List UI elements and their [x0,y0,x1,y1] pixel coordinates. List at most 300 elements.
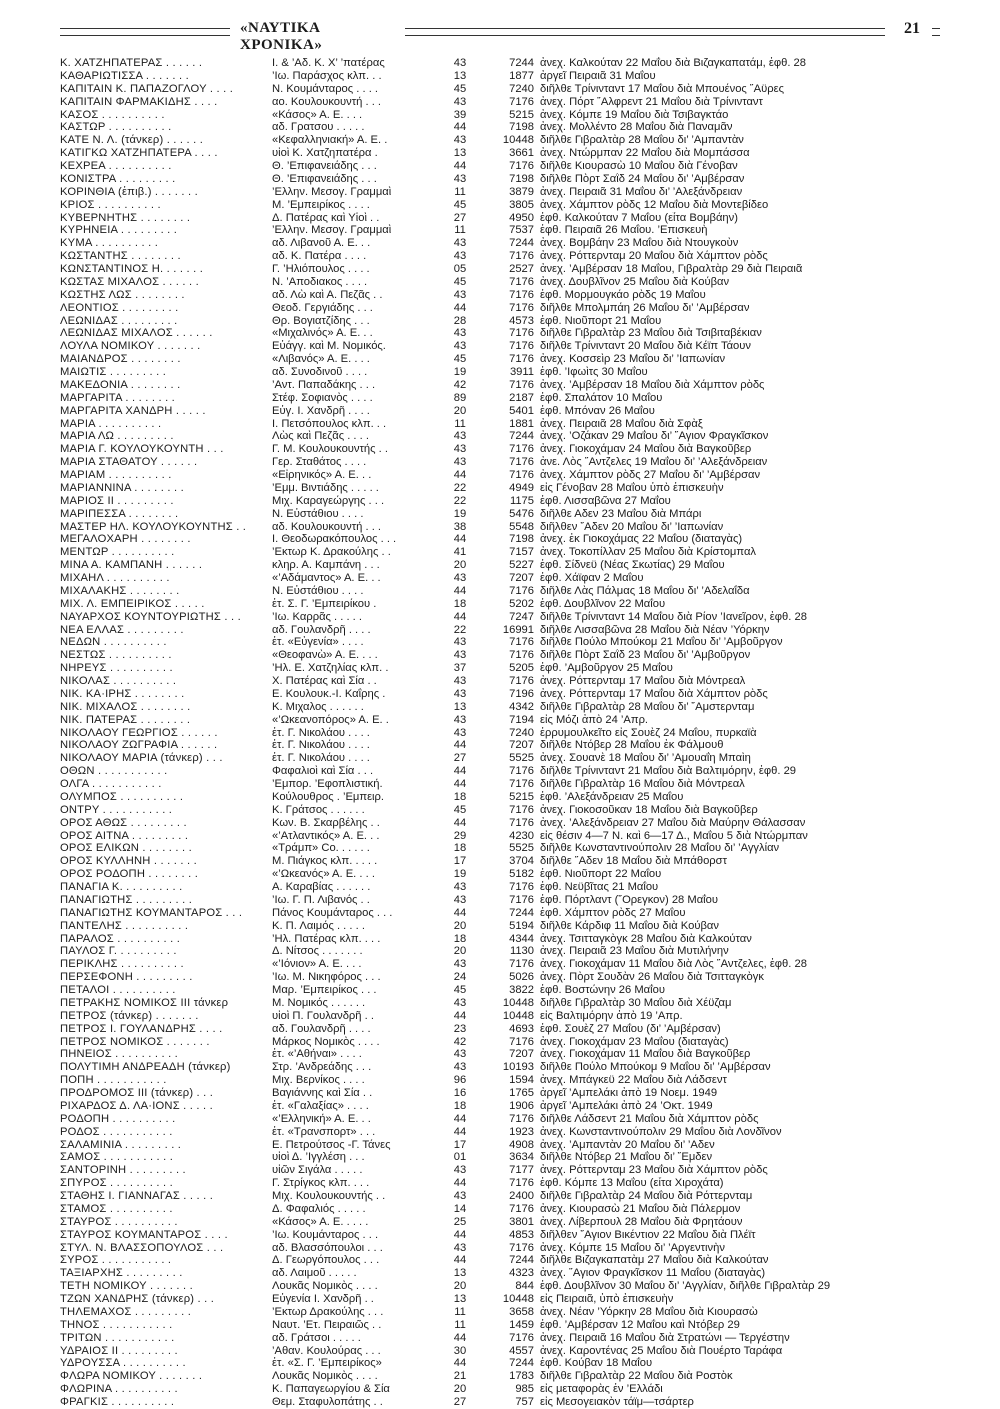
header-rule-middle [405,28,885,36]
ship-row [60,212,940,225]
ship-owner: «’Ιόνιον» Α. Ε. . . . [272,958,362,971]
ship-owner: Γερ. Σταθάτος . . . . [272,456,367,469]
ship-name: ΝΙΚΟΛΑΟΥ ΜΑΡΙΑ (τάνκερ) . . . [60,752,223,765]
ship-owner: ’Ιω. Κουμάνταρος . . . [272,1228,379,1241]
built-year: 45 [453,803,467,816]
ship-owner: Μ. Νομικός . . . . . . [272,996,366,1009]
ship-position: ἀνεχ. Δουβλῖνον 25 Μαΐου διὰ Κούβαν [540,275,730,288]
ship-row [60,250,940,263]
built-year: 11 [454,417,466,430]
ship-row [60,1293,940,1306]
tonnage: 1877 [509,69,534,82]
built-year: 44 [453,1112,467,1125]
ship-name: ΜΑΚΕΔΟΝΙΑ . . . . . . . . [60,378,181,391]
tonnage: 4908 [509,1138,534,1151]
ship-name: ΠΕΤΑΛΟΙ . . . . . . . . . . [60,984,176,996]
ship-position: ἀνεχ. Πειραιᾶ 28 Μαΐου διὰ Σφὰξ [540,417,703,430]
built-year: 44 [453,739,467,752]
ship-name: ΠΑΝΑΓΙΩΤΗΣ ΚΟΥΜΑΝΤΑΡΟΣ . . . [60,906,243,919]
built-year: 43 [453,687,467,700]
ship-owner: Ε. Πετρούτσος -Γ. Τάνες [272,1138,391,1151]
tonnage: 7176 [509,250,534,263]
tonnage: 10448 [502,1293,534,1305]
ship-position: ἀνεχ. ’Αμπαντὰν 20 Μαΐου δι’ ’Αδεν [540,1138,715,1151]
ship-name: ΜΙΧ. Λ. ΕΜΠΕΙΡΙΚΟΣ . . . . . [60,597,205,610]
ship-row [60,1164,940,1177]
ship-owner: ἐτ. «Εὐγενία» . . . . [272,636,364,649]
built-year: 45 [453,198,467,211]
tonnage: 7207 [509,739,534,752]
ship-row [60,817,940,830]
built-year: 13 [453,69,467,82]
ship-owner: Α. Καραβίας . . . . . . [272,881,371,893]
ship-row [60,121,940,134]
tonnage: 1765 [509,1087,534,1099]
built-year: 13 [453,700,467,713]
ship-row [60,997,940,1010]
ship-name: ΚΑΤΕ Ν. Λ. (τάνκερ) . . . . . . [60,134,204,147]
built-year: 05 [453,263,467,275]
built-year: 44 [453,778,467,790]
ship-owner: ’Ηλ. Ε. Χατζηλίας κλπ. . [272,662,389,675]
ship-row [60,1357,940,1370]
ship-position: διῆλθε Γιβραλτὰρ 22 Μαΐου διὰ Ροστὸκ [540,1370,733,1383]
built-year: 43 [453,1061,467,1074]
ship-owner: «Εἰρηνικός» Α. Ε. . . [272,469,372,481]
ship-position: ἀνεχ. Καροντένας 25 Μαΐου διὰ Πουέρτο Ταράφα [540,1344,783,1357]
ship-position: διῆλθε Τρίνινταντ 21 Μαΐου διὰ Βαλτιμόρην, ἐφθ. 29 [540,765,797,778]
ship-owner: Κων. Β. Σκαρβέλης . . [272,816,380,829]
tonnage: 7176 [509,288,534,301]
built-year: 20 [453,919,467,932]
ship-owner: ’Εμπορ. ’Εφοπλιστική. [272,778,383,790]
ship-owner: Ε. Κουλουκ.-Ι. Καΐρης . [272,687,386,700]
ship-row [60,1280,940,1293]
ship-owner: ’Αθαν. Κουλούρας . . . [272,1344,381,1357]
ship-position: εἰς Μόζι ἀπὸ 24 ’Απρ. [540,713,649,726]
ship-name: ΡΟΔΟΣ . . . . . . . . . . . [60,1125,173,1138]
ship-position: διῆλθε Πούλο Μπούκομ 9 Μαΐου δι’ ’Αμβέρσαν [540,1061,771,1074]
ship-row [60,752,940,765]
ship-name: ΚΕΧΡΕΑ . . . . . . . . . . [60,160,172,172]
built-year: 14 [453,1202,467,1215]
ship-position: διῆλθε Τρίνινταντ 20 Μαΐου διὰ Κέϊπ Τάουν [540,340,751,353]
tonnage: 1459 [509,1318,534,1331]
ship-name: ΥΔΡΟΥΣΣΑ . . . . . . . . . . [60,1357,186,1370]
tonnage: 5525 [509,752,534,765]
ship-row [60,1396,940,1409]
ship-row [60,1242,940,1255]
ship-position: ἀνεχ. Πειραιᾶ 23 Μαΐου διὰ Μυτιλήνην [540,945,729,958]
ship-name: ΤΑΞΙΑΡΧΗΣ . . . . . . . . . [60,1267,183,1280]
ship-row [60,971,940,984]
ship-position: εἰς θέσιν 4—7 Ν. καὶ 6—17 Δ., Μαΐου 5 διὰ Ντώρμπαν [540,829,808,842]
ship-position: διῆλθε Κάρδιφ 11 Μαΐου διὰ Κούβαν [540,919,719,932]
ship-position: ἀνεχ. Νέαν ’Υόρκην 28 Μαΐου διὰ Κιουρασὼ [540,1305,758,1318]
ship-row [60,508,940,521]
ship-owner: «’Ωκεανός» Α. Ε. . . . [272,868,375,881]
ship-row [60,1216,940,1229]
built-year: 30 [453,1344,467,1357]
ship-position: διῆλθε ῎Αδεν 18 Μαΐου διὰ Μπάθορστ [540,855,727,868]
ship-owner: αδ. Γράτσοι . . . . . [272,1331,361,1344]
ship-row [60,842,940,855]
tonnage: 3911 [509,366,534,378]
ship-position: εἰς Πειραιᾶ, ὑπὸ ἐπισκευὴν [540,1293,674,1305]
built-year: 20 [453,945,467,958]
tonnage: 7176 [509,881,534,893]
ship-row [60,714,940,727]
ship-row [60,830,940,843]
built-year: 41 [453,546,467,559]
ship-owner: αδ. Συνοδινοῦ . . . . [272,366,368,378]
built-year: 44 [453,1177,467,1190]
ship-owner: Μαρ. ’Εμπειρίκος . . . [272,984,377,996]
tonnage: 7240 [509,82,534,95]
tonnage: 4693 [509,1022,534,1035]
tonnage: 10193 [502,1061,534,1074]
ship-owner: ’Εκτωρ Δρακούλης . . . [272,1305,384,1318]
ship-position: ἐφθ. ’Αμβέρσαν 12 Μαΐου καὶ Ντόβερ 29 [540,1318,740,1331]
ship-row [60,521,940,534]
tonnage: 7176 [509,649,534,662]
built-year: 43 [453,288,467,301]
ship-owner: ’Ελλην. Μεσογ. Γραμμαὶ [272,224,392,237]
ship-name: ΜΑΡΙΑ ΛΩ . . . . . . . . . [60,430,174,443]
ship-name: ΠΑΥΛΟΣ Γ. . . . . . . . . . [60,945,177,958]
built-year: 43 [453,57,467,69]
built-year: 44 [453,584,467,597]
ship-owner: ἐτ. Γ. Νικολάου . . . . [272,739,370,752]
ship-position: ἀνεχ. Βομβάην 23 Μαΐου διὰ Ντουγκοὺν [540,237,739,250]
ship-row [60,727,940,740]
ship-name: ΟΛΥΜΠΟΣ . . . . . . . . . . [60,790,184,803]
ship-position: ἐφθ. Χάμπτον ρὸδς 27 Μαΐου [540,906,686,919]
built-year: 43 [453,726,467,739]
ship-row [60,933,940,946]
tonnage: 7176 [509,636,534,649]
header-rule-right [932,28,940,36]
tonnage: 7176 [509,353,534,366]
ship-name: ΜΕΓΑΛΟΧΑΡΗ . . . . . . . . [60,533,191,546]
ship-row [60,1177,940,1190]
ship-position: ἀνεχ. Λίβερπουλ 28 Μαΐου διὰ Φρητάουν [540,1215,743,1228]
ship-row [60,739,940,752]
ship-name: ΝΙΚΟΛΑΟΥ ΖΩΓΡΑΦΙΑ . . . . . . [60,739,218,752]
tonnage: 7247 [509,610,534,623]
ship-name: ΣΑΝΤΟΡΙΝΗ . . . . . . . . . [60,1164,186,1177]
tonnage: 7176 [509,1035,534,1048]
ship-row [60,1100,940,1113]
page-header [60,20,940,53]
built-year: 89 [453,391,467,404]
tonnage: 4949 [509,481,534,494]
built-year: 13 [453,1293,467,1305]
built-year: 21 [453,1370,467,1383]
ship-position: ἀνεχ. Ρόττερνταμ 20 Μαΐου διὰ Χάμπτον ρὸδς [540,250,768,263]
ship-position: ἐφθ. Βοστώνην 26 Μαΐου [540,984,665,996]
ship-row [60,649,940,662]
built-year: 44 [453,1009,467,1022]
ship-name: ΝΗΡΕΥΣ . . . . . . . . . . [60,662,173,675]
ship-position: διῆλθε Βιζαγκαπατὰμ 27 Μαΐου διὰ Καλκούταν [540,1254,769,1267]
ship-position: διῆλθεν ῎Αδεν 20 Μαΐου δι’ ’Ιαπωνίαν [540,520,724,533]
tonnage: 10448 [502,1009,534,1022]
ship-row [60,701,940,714]
ship-owner: Λουκᾶς Νομικὸς . . . . [272,1280,378,1293]
ship-row [60,907,940,920]
built-year: 96 [453,1074,467,1087]
ship-owner: Μ. ’Εμπειρίκος . . . . [272,198,370,211]
ship-position: ἀνεχ. Σουανὲ 18 Μαΐου δι’ ’Αμουαΐη Μπαὶη [540,752,751,765]
built-year: 42 [453,378,467,391]
ship-position: διῆλθε Γιβραλτὰρ 30 Μαΐου διὰ Χέϋζαμ [540,996,732,1009]
ship-owner: Λουκᾶς Νομικὸς . . . . [272,1370,378,1383]
tonnage: 7176 [509,275,534,288]
ship-position: διῆλθε Μπολμπάη 26 Μαΐου δι’ ’Αμβέρσαν [540,301,750,314]
built-year: 37 [453,662,467,675]
tonnage: 5227 [509,559,534,572]
ship-position: ἐφθ. Μορμουγκάο ρὸδς 19 Μαΐου [540,288,706,301]
tonnage: 5026 [509,971,534,984]
tonnage: 5194 [509,919,534,932]
ship-row [60,1345,940,1358]
ship-name: ΠΕΡΙΚΛΗΣ . . . . . . . . . . [60,958,184,971]
built-year: 43 [453,893,467,906]
ship-owner: Θρ. Βογιατζίδης . . . [272,314,370,327]
ship-position: ἀνεχ. Ρόττερνταμ 17 Μαΐου διὰ Μόντρεαλ [540,675,746,687]
tonnage: 7196 [509,687,534,700]
built-year: 17 [453,1138,467,1151]
ship-owner: ἐτ. «Γαλαξίας» . . . . [272,1099,369,1112]
built-year: 24 [453,971,467,984]
built-year: 11 [454,1305,466,1318]
ship-row [60,585,940,598]
ship-row [60,1010,940,1023]
ship-owner: κληρ. Α. Καμπάνη . . . [272,559,380,572]
ship-name: ΟΘΩΝ . . . . . . . . . . . [60,765,168,778]
ship-position: ἀνε. Λὸς ῎Αντζελες 19 Μαΐου δι’ ’Αλεξάνδρειαν [540,456,768,469]
built-year: 27 [453,1396,467,1408]
built-year: 20 [453,1383,467,1396]
ship-name: ΜΑΡΙΑΝΝΙΝΑ . . . . . . . . [60,481,184,494]
ship-position: διῆλθε Πὸρτ Σαῒδ 23 Μαΐου δι’ ’Αμβοῦργον [540,649,751,662]
ship-name: ΜΑΙΩΤΙΣ . . . . . . . . . [60,366,167,378]
built-year: 23 [453,1022,467,1035]
ship-name: ΣΤΑΥΡΟΣ ΚΟΥΜΑΝΤΑΡΟΣ . . . . [60,1228,228,1241]
ship-position: ἐφθ. ’Αμβοῦργον 25 Μαΐου [540,662,673,675]
built-year: 43 [453,1190,467,1202]
ship-owner: Μάρκος Νομικὸς . . . . [272,1035,380,1048]
tonnage: 7537 [509,224,534,237]
tonnage: 7176 [509,95,534,108]
ship-row [60,1190,940,1203]
ship-position: ἀνεχ. Κοσσεὶρ 23 Μαΐου δι’ ’Ιαπωνίαν [540,353,726,366]
built-year: 19 [453,507,467,520]
ship-name: ΜΙΝΑ Α. ΚΑΜΠΑΝΗ . . . . . . [60,559,203,572]
ship-position: εἰς Μεσογειακὸν τάϊμ—τσάρτερ [540,1396,694,1408]
tonnage: 3822 [509,984,534,996]
built-year: 43 [453,430,467,443]
ship-owner: Λὼς καὶ Πεζᾶς . . . . [272,430,369,443]
ship-name: ΣΤΑΘΗΣ Ι. ΓΙΑΝΝΑΓΑΣ . . . . . [60,1190,214,1202]
built-year: 18 [453,597,467,610]
ship-position: ἀνεχ. Γιοκοχάμαν 23 Μαΐου (διαταγὰς) [540,1035,729,1048]
ship-row [60,688,940,701]
tonnage: 7177 [509,1164,534,1177]
ship-owner: Δ. Νίτσος . . . . . . . [272,945,363,958]
ship-row [60,1113,940,1126]
ship-position: ἐφθ. Πειραιᾶ 26 Μαΐου. ’Επισκευὴ [540,224,708,237]
tonnage: 5215 [509,790,534,803]
ship-name: ΝΕΔΩΝ . . . . . . . . . . [60,636,167,649]
ship-name: ΡΟΔΟΠΗ . . . . . . . . . . [60,1112,176,1125]
ship-name: ΝΕΣΤΩΣ . . . . . . . . . . [60,649,172,662]
ship-row [60,469,940,482]
ship-row [60,366,940,379]
ship-position: διῆλθε Γιβραλτὰρ 23 Μαΐου διὰ Τσιβιταβέκιαν [540,327,762,340]
ship-name: ΝΙΚΟΛΑΣ . . . . . . . . . . [60,675,177,687]
ship-row [60,546,940,559]
tonnage: 3634 [509,1151,534,1164]
page-number: 21 [904,20,920,37]
ship-row [60,572,940,585]
ship-owner: Ι. Πετσόπουλος κλπ. . . [272,417,387,430]
ship-owner: Θ. ’Επιφανειάδης . . . [272,172,377,185]
ship-position: διῆλθε Λισσαβῶνα 28 Μαΐου διὰ Νέαν ’Υόρκην [540,623,770,636]
tonnage: 7207 [509,572,534,584]
tonnage: 3879 [509,185,534,198]
ship-name: Κ. ΧΑΤΖΗΠΑΤΕΡΑΣ . . . . . . [60,57,203,69]
ship-position: ἀνεχ. Πὸρτ Σουδὰν 26 Μαΐου διὰ Τσιτταγκὸγκ [540,971,764,984]
ship-name: ΣΥΡΟΣ . . . . . . . . . . . [60,1254,172,1267]
built-year: 43 [453,1241,467,1254]
built-year: 27 [453,752,467,765]
tonnage: 7244 [509,430,534,443]
ship-position: ἀνεχ. Μπάγκεϋ 22 Μαΐου διὰ Λάδσεντ [540,1074,727,1087]
built-year: 22 [453,481,467,494]
ship-owner: αδ. Γρατσου . . . . . [272,121,365,134]
ship-row [60,1151,940,1164]
ship-owner: Ν. Εὐστάθιου . . . . [272,584,364,597]
ship-name: ΤΗΛΕΜΑΧΟΣ . . . . . . . . . [60,1305,192,1318]
ship-owner: «’Ατλαντικός» Α. Ε. . . [272,829,380,842]
ship-row [60,1023,940,1036]
ship-name: ΝΙΚ. ΚΑ·ΙΡΗΣ . . . . . . . . [60,687,185,700]
ship-row [60,96,940,109]
built-year: 44 [453,816,467,829]
ship-position: ἀνεχ. ἐκ Γιοκοχάμας 22 Μαΐου (διαταγὰς) [540,533,743,546]
ship-position: ἀνεχ. Τσιτταγκὸγκ 28 Μαΐου διὰ Καλκούταν [540,932,752,945]
ship-position: ἐφθ. Σουὲζ 27 Μαΐου (δι’ ’Αμβέρσαν) [540,1022,721,1035]
ship-position: ἀργεῖ ’Αμπελάκι ἀπὸ 19 Νοεμ. 1949 [540,1087,718,1099]
built-year: 20 [453,1280,467,1293]
ship-row [60,289,940,302]
ship-name: ΡΙΧΑΡΔΟΣ Δ. ΛΑ·ΙΟΝΣ . . . . . [60,1099,213,1112]
tonnage: 7176 [509,378,534,391]
built-year: 11 [454,185,466,198]
built-year: 27 [453,211,467,224]
ship-owner: αο. Κουλουκουντή . . . [272,95,382,108]
tonnage: 7198 [509,172,534,185]
built-year: 44 [453,610,467,623]
ship-row [60,791,940,804]
ship-name: ΦΛΩΡΑ ΝΟΜΙΚΟΥ . . . . . . . [60,1370,203,1383]
ship-name: ΚΑΘΑΡΙΩΤΙΣΣΑ . . . . . . . [60,69,189,82]
ship-position: διῆλθε Ντόβερ 28 Μαΐου ἐκ Φάλμουθ [540,739,724,752]
tonnage: 7176 [509,340,534,353]
ship-position: διῆλθεν ῞Αγιον Βικέντιον 22 Μαΐου διὰ Πλέϊτ [540,1228,756,1241]
ship-owner: Ι. Θεοδωρακόπουλος . . . [272,533,397,546]
ship-owner: ἐτ. Σ. Γ. ’Εμπειρίκου . [272,597,377,610]
built-year: 43 [453,649,467,662]
ship-row [60,855,940,868]
tonnage: 5215 [509,108,534,121]
tonnage: 7176 [509,1241,534,1254]
tonnage: 4344 [509,932,534,945]
built-year: 43 [453,675,467,687]
ship-row [60,624,940,637]
built-year: 44 [453,301,467,314]
ship-name: ΝΙΚΟΛΑΟΥ ΓΕΩΡΓΙΟΣ . . . . . . [60,726,218,739]
built-year: 29 [453,829,467,842]
tonnage: 7176 [509,1112,534,1125]
ship-name: ΠΕΤΡΟΣ Ι. ΓΟΥΛΑΝΔΡΗΣ . . . . [60,1022,223,1035]
ship-name: ΚΥΒΕΡΝΗΤΗΣ . . . . . . . . [60,211,191,224]
ship-name: ΚΑΣΟΣ . . . . . . . . . . [60,108,165,121]
ship-row [60,1087,940,1100]
built-year: 43 [453,996,467,1009]
ship-position: ἀργεῖ ’Αμπελάκι ἀπὸ 24 ’Οκτ. 1949 [540,1099,713,1112]
ship-owner: Θ. ’Επιφανειάδης . . . [272,160,377,172]
built-year: 11 [454,224,466,237]
ship-name: ΚΩΣΤΑΣ ΜΙΧΑΛΟΣ . . . . . . [60,275,199,288]
ship-row [60,430,940,443]
tonnage: 7176 [509,469,534,481]
tonnage: 2187 [509,391,534,404]
ship-owner: αδ. Κουλουκουντή . . . [272,520,382,533]
built-year: 16 [453,1087,467,1099]
ship-position: ἀνεχ. ’Αμβέρσαν 18 Μαΐου, Γιβραλτὰρ 29 διὰ Πειραιᾶ [540,263,803,275]
ship-position: ἐφθ. Σίδνεϋ (Νέας Σκωτίας) 29 Μαΐου [540,559,725,572]
built-year: 43 [453,713,467,726]
built-year: 44 [453,906,467,919]
ship-owner: Εὐγ. Ι. Χανδρῆ . . . . [272,404,370,417]
ship-row [60,57,940,70]
ship-row [60,1139,940,1152]
ship-owner: ’Εκτωρ Κ. Δρακούλης . . [272,546,391,559]
ship-owner: «’Αδάμαντος» Α. Ε. . . [272,572,381,584]
built-year: 11 [454,1318,466,1331]
ship-position: ἐφθ. Δουβλῖνον 22 Μαΐου [540,597,666,610]
ship-name: ΠΑΝΤΕΛΗΣ . . . . . . . . . . [60,919,189,932]
ship-owner: Στρ. ’Ανδρεάδης . . . [272,1061,372,1074]
ship-name: ΠΕΤΡΑΚΗΣ ΝΟΜΙΚΟΣ ΙΙΙ τάνκερ [60,996,229,1009]
ship-name: ΝΑΥΑΡΧΟΣ ΚΟΥΝΤΟΥΡΙΩΤΗΣ . . . [60,610,241,623]
ship-position: διῆλθε Ντόβερ 21 Μαΐου δι’ ῎Εμδεν [540,1151,713,1164]
built-year: 43 [453,1164,467,1177]
ship-position: ἐφθ. Σπαλάτον 10 Μαΐου [540,391,663,404]
ship-position: ἀνεχ. Πειραιᾶ 16 Μαΐου διὰ Στρατώνι — Τεργέστην [540,1331,790,1344]
ship-name: ΛΟΥΛΑ ΝΟΜΙΚΟΥ . . . . . . . [60,340,201,353]
tonnage: 7244 [509,1254,534,1267]
ship-name: ΠΗΝΕΙΟΣ . . . . . . . . . . [60,1048,178,1061]
ship-name: ΜΙΧΑΛΑΚΗΣ . . . . . . . . [60,584,180,597]
built-year: 18 [453,1099,467,1112]
ship-row [60,1370,940,1383]
ship-name: ΣΑΜΟΣ . . . . . . . . . . . [60,1151,174,1164]
ship-position: εἰς μεταφορὰς ἐν ’Ελλάδι [540,1383,663,1396]
